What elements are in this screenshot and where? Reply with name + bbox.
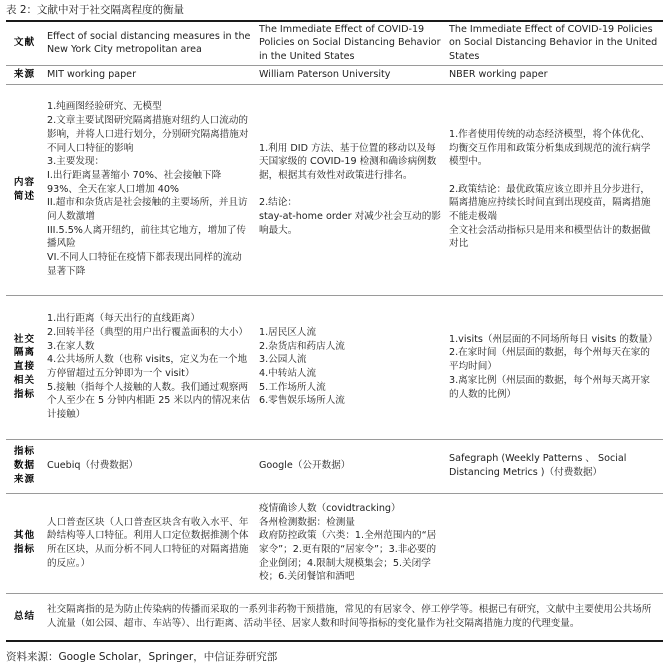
content-line: 2.结论： [259,197,297,209]
content-line: 1.纯画图经验研究、无模型 [47,101,162,113]
content-line: stay-at-home order 对减少社会互动的影响最大。 [259,211,441,236]
indicator-line: 5.接触（指每个人接触的人数。我们通过观察两个人至少在 5 分钟内相距 25 米以内的情况来估计接触） [47,381,251,421]
paper-2-source: William Paterson University [255,65,445,84]
indicator-line: 4.公共场所人数（也称 visits，定义为在一个地方停留超过五分钟即为一个 visit） [47,354,248,379]
content-spacer [449,169,659,183]
label-content: 内容简述 [6,84,43,295]
label-literature: 文献 [6,21,43,65]
content-line: VI.不同人口特征在疫情下都表现出同样的流动显著下降 [47,252,242,277]
indicator-line: 2.回转半径（典型的用户出行覆盖面积的大小） [47,326,249,338]
paper-1-source: MIT working paper [43,65,255,84]
paper-1-data-source: Cuebiq（付费数据） [43,439,255,493]
label-data-source: 指标数据来源 [6,439,43,493]
row-other [6,493,663,593]
indicator-line: 2.杂货店和药店人流 [259,340,345,352]
label-summary: 总结 [6,593,43,641]
content-line: I.出行距离显著缩小 70%、社会接触下降93%、全天在家人口增加 40% [47,169,222,195]
paper-2-title: The Immediate Effect of COVID-19 Policies on Social Distancing Behavior in the United States [255,21,445,65]
paper-3-title: The Immediate Effect of COVID-19 Policies on Social Distancing Behavior in the United States [445,21,663,65]
other-line: 人口普查区块（人口普查区块含有收入水平、年龄结构等人口特征。利用人口定位数据推测个体所在区块，从而分析不同人口特征的对隔离措施的反应。） [47,516,249,569]
other-line: 政府防控政策（六类：1.全州范围内的“居家令”；2.更有限的“居家令”；3.非必要的企业倒闭；4.限制大规模集会；5.关闭学校；6.关闭餐馆和酒吧 [259,530,437,583]
label-other: 其他指标 [6,493,43,593]
paper-3-source: NBER working paper [445,65,663,84]
source-note: 资料来源：Google Scholar，Springer，中信证券研究部 [6,651,278,663]
indicator-line: 3.在家人数 [47,340,95,352]
indicator-line: 4.中转站人流 [259,368,317,379]
content-line: 2.政策结论：最优政策应该立即并且分步进行，隔离措施应持续长时间直到出现疫苗，隔离措施不能走极端 [449,183,651,223]
indicator-line: 1.居民区人流 [259,326,317,338]
content-line: II.超市和杂货店是社会接触的主要场所，并且访问人数激增 [47,197,248,223]
indicator-line: 1.visits（州层面的不同场所每日 visits 的数量） [449,333,658,345]
paper-1-other [43,493,255,593]
paper-1-indicators [43,295,255,439]
row-source [6,65,663,84]
paper-3-data-source: Safegraph (Weekly Patterns 、 Social Distancing Metrics )（付费数据） [445,439,663,493]
indicator-line: 3.离家比例（州层面的数据，每个州每天离开家的人数的比例） [449,374,651,400]
other-line: 疫情确诊人数（covidtracking） [259,502,401,514]
indicator-line: 1.出行距离（每天出行的直线距离） [47,313,201,325]
row-data-source [6,439,663,493]
row-content [6,84,663,295]
paper-1-title: Effect of social distancing measures in the New York City metropolitan area [43,21,255,65]
content-line: III.5.5%人离开纽约，前往其它地方，增加了传播风险 [47,224,247,250]
indicator-line: 5.工作场所人流 [259,381,326,393]
paper-2-indicators [255,295,445,439]
row-indicators [6,295,663,439]
paper-3-content [445,84,663,295]
indicator-line: 6.零售娱乐场所人流 [259,395,345,407]
literature-table [6,20,663,642]
content-line: 1.作者使用传统的动态经济模型，将个体优化、均衡交互作用和政策分析集成到规范的流行病学模型中。 [449,128,651,168]
paper-3-other [445,493,663,593]
paper-2-other [255,493,445,593]
content-line: 2.文章主要试图研究隔离措施对纽约人口流动的影响，并将人口进行划分，分别研究隔离措施对不同人口特征的影响 [47,115,249,154]
label-source: 来源 [6,65,43,84]
content-spacer [259,183,441,197]
indicator-line: 2.在家时间（州层面的数据，每个州每天在家的平均时间） [449,347,651,373]
content-line: 3.主要发现： [47,156,105,168]
content-line: 1.利用 DID 方法、基于位置的移动以及每天国家级的 COVID-19 检测和确诊病例数据，根据其有效性对政策进行排名。 [259,142,437,181]
content-line: 全文社会活动指标只是用来和模型估计的数据做对比 [449,224,651,250]
label-indicators: 社交隔离直接相关指标 [6,295,43,439]
row-literature [6,21,663,65]
paper-2-data-source: Google（公开数据） [255,439,445,493]
paper-1-content [43,84,255,295]
paper-3-indicators [445,295,663,439]
other-line: 各州检测数据：检测量 [259,516,355,528]
summary-text: 社交隔离指的是为防止传染病的传播而采取的一系列非药物干预措施，常见的有居家令、停工停学等。根据已有研究，文献中主要使用公共场所人流量（如公园、超市、车站等）、出行距离、活动半径、居家人数和时间等指标的变化量作为社交隔离措施力度的代理变量。 [43,593,663,641]
row-summary [6,593,663,641]
indicator-line: 3.公园人流 [259,354,307,366]
table-caption: 表 2：文献中对于社交隔离程度的衡量 [6,4,185,16]
paper-2-content [255,84,445,295]
